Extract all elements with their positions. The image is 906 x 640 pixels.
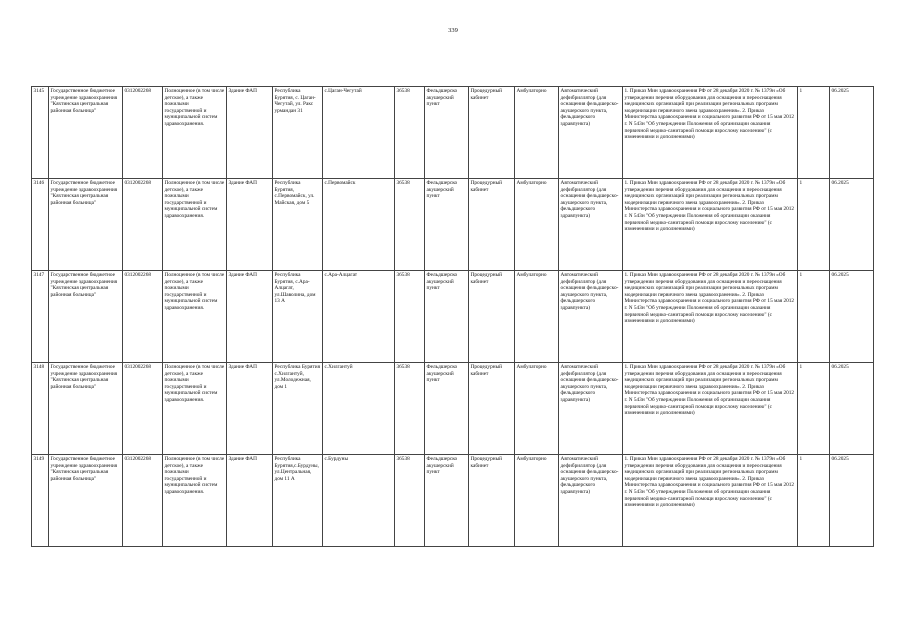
row-number: 3148 (32, 363, 49, 455)
table-row (32, 87, 874, 179)
unit-type: Фельдшерско акушерский пункт (425, 179, 469, 271)
locality: с.Цаган-Чегутай (323, 87, 395, 179)
equipment: Автоматический дефибриллятор (для оснащения фельдшерско-акушерского пункта, фельдшерского здравпункта) (559, 363, 623, 455)
address: Республика Бурятия, с.Ара-Алцагат, ул.Шаволина, дом 13 А (273, 271, 323, 363)
unit-type: Фельдшерско акушерский пункт (425, 87, 469, 179)
room: Процедурный кабинет (469, 179, 515, 271)
legal-basis: 1. Приказ Мин здравоохранения РФ от 28 декабря 2020 г. № 1379н «Об утверждении перечня оборудования для оснащения и переоснащения медицинских организаций при реализации региональных программ модернизации первичного звена здравоохранения». 2. Приказ Министерства здравоохранения и социального развития РФ от 15 мая 2012 г. N 543н "Об утверждении Положения об организации оказания первичной медико-санитарной помощи взрослому населению" (с изменениями и дополнениями) (623, 179, 798, 271)
equipment: Автоматический дефибриллятор (для оснащения фельдшерско-акушерского пункта, фельдшерского здравпункта) (559, 179, 623, 271)
building-type: Здание ФАП (227, 455, 273, 547)
care-condition: Амбулаторно (515, 363, 559, 455)
code: 36538 (395, 455, 425, 547)
row-number: 3149 (32, 455, 49, 547)
building-type: Здание ФАП (227, 87, 273, 179)
date: 06.2025 (830, 455, 874, 547)
row-number: 3146 (32, 179, 49, 271)
population-category: Полноценное (в том числе детское), а также пожилыми государственной и муниципальной систем здравоохранения. (163, 271, 227, 363)
building-type: Здание ФАП (227, 271, 273, 363)
quantity: 1 (798, 363, 830, 455)
code: 36538 (395, 87, 425, 179)
unit-type: Фельдшерско акушерский пункт (425, 455, 469, 547)
address: Республика Бурятия с.Хилгантуй, ул.Молодежная, дом 1 (273, 363, 323, 455)
table-row (32, 455, 874, 547)
inn: 0312002268 (123, 87, 163, 179)
row-number: 3147 (32, 271, 49, 363)
inn: 0312002268 (123, 363, 163, 455)
unit-type: Фельдшерско акушерский пункт (425, 363, 469, 455)
address: Республика Бурятия,с.Бурдуны, ул.Центральная, дом 11 А (273, 455, 323, 547)
quantity: 1 (798, 87, 830, 179)
code: 36538 (395, 179, 425, 271)
building-type: Здание ФАП (227, 179, 273, 271)
care-condition: Амбулаторно (515, 455, 559, 547)
legal-basis: 1. Приказ Мин здравоохранения РФ от 28 декабря 2020 г. № 1379н «Об утверждении перечня оборудования для оснащения и переоснащения медицинских организаций при реализации региональных программ модернизации первичного звена здравоохранения». 2. Приказ Министерства здравоохранения и социального развития РФ от 15 мая 2012 г. N 543н "Об утверждении Положения об организации оказания первичной медико-санитарной помощи взрослому населению" (с изменениями и дополнениями) (623, 87, 798, 179)
inn: 0312002268 (123, 179, 163, 271)
locality: с.Бурдуны (323, 455, 395, 547)
population-category: Полноценное (в том числе детское), а также пожилыми государственной и муниципальной систем здравоохранения. (163, 363, 227, 455)
table-row (32, 363, 874, 455)
unit-type: Фельдшерско акушерский пункт (425, 271, 469, 363)
table-row (32, 179, 874, 271)
organization-name: Государственное бюджетное учреждение здравоохранения "Кяхтинская центральная районная больница" (49, 455, 123, 547)
room: Процедурный кабинет (469, 271, 515, 363)
care-condition: Амбулаторно (515, 271, 559, 363)
care-condition: Амбулаторно (515, 87, 559, 179)
room: Процедурный кабинет (469, 87, 515, 179)
address: Республика Бурятия, с. Цаган-Чегутай, ул. Ракс урмандан 31 (273, 87, 323, 179)
date: 06.2025 (830, 363, 874, 455)
table-row (32, 271, 874, 363)
legal-basis: 1. Приказ Мин здравоохранения РФ от 28 декабря 2020 г. № 1379н «Об утверждении перечня оборудования для оснащения и переоснащения медицинских организаций при реализации региональных программ модернизации первичного звена здравоохранения». 2. Приказ Министерства здравоохранения и социального развития РФ от 15 мая 2012 г. N 543н "Об утверждении Положения об организации оказания первичной медико-санитарной помощи взрослому населению" (с изменениями и дополнениями) (623, 363, 798, 455)
population-category: Полноценное (в том числе детское), а также пожилыми государственной и муниципальной систем здравоохранения. (163, 87, 227, 179)
quantity: 1 (798, 179, 830, 271)
organization-name: Государственное бюджетное учреждение здравоохранения "Кяхтинская центральная районная больница" (49, 271, 123, 363)
locality: с.Ара-Алцагат (323, 271, 395, 363)
address: Республика Бурятия, с.Первомайск, ул. Майская, дом 5 (273, 179, 323, 271)
care-condition: Амбулаторно (515, 179, 559, 271)
equipment-registry-table (31, 86, 874, 547)
date: 06.2025 (830, 271, 874, 363)
room: Процедурный кабинет (469, 363, 515, 455)
inn: 0312002268 (123, 271, 163, 363)
row-number: 3145 (32, 87, 49, 179)
equipment: Автоматический дефибриллятор (для оснащения фельдшерско-акушерского пункта, фельдшерского здравпункта) (559, 87, 623, 179)
building-type: Здание ФАП (227, 363, 273, 455)
quantity: 1 (798, 271, 830, 363)
equipment: Автоматический дефибриллятор (для оснащения фельдшерско-акушерского пункта, фельдшерского здравпункта) (559, 271, 623, 363)
inn: 0312002268 (123, 455, 163, 547)
locality: с.Хилгантуй (323, 363, 395, 455)
date: 06.2025 (830, 87, 874, 179)
population-category: Полноценное (в том числе детское), а также пожилыми государственной и муниципальной систем здравоохранения. (163, 455, 227, 547)
organization-name: Государственное бюджетное учреждение здравоохранения "Кяхтинская центральная районная больница" (49, 363, 123, 455)
code: 36538 (395, 363, 425, 455)
code: 36538 (395, 271, 425, 363)
organization-name: Государственное бюджетное учреждение здравоохранения "Кяхтинская центральная районная больница" (49, 87, 123, 179)
equipment: Автоматический дефибриллятор (для оснащения фельдшерско-акушерского пункта, фельдшерского здравпункта) (559, 455, 623, 547)
organization-name: Государственное бюджетное учреждение здравоохранения "Кяхтинская центральная районная больница" (49, 179, 123, 271)
legal-basis: 1. Приказ Мин здравоохранения РФ от 28 декабря 2020 г. № 1379н «Об утверждении перечня оборудования для оснащения и переоснащения медицинских организаций при реализации региональных программ модернизации первичного звена здравоохранения». 2. Приказ Министерства здравоохранения и социального развития РФ от 15 мая 2012 г. N 543н "Об утверждении Положения об организации оказания первичной медико-санитарной помощи взрослому населению" (с изменениями и дополнениями) (623, 271, 798, 363)
locality: с.Первомайск (323, 179, 395, 271)
date: 06.2025 (830, 179, 874, 271)
population-category: Полноценное (в том числе детское), а также пожилыми государственной и муниципальной систем здравоохранения. (163, 179, 227, 271)
legal-basis: 1. Приказ Мин здравоохранения РФ от 28 декабря 2020 г. № 1379н «Об утверждении перечня оборудования для оснащения и переоснащения медицинских организаций при реализации региональных программ модернизации первичного звена здравоохранения». 2. Приказ Министерства здравоохранения и социального развития РФ от 15 мая 2012 г. N 543н "Об утверждении Положения об организации оказания первичной медико-санитарной помощи взрослому населению" (с изменениями и дополнениями) (623, 455, 798, 547)
room: Процедурный кабинет (469, 455, 515, 547)
quantity: 1 (798, 455, 830, 547)
page-number: 339 (448, 27, 458, 34)
